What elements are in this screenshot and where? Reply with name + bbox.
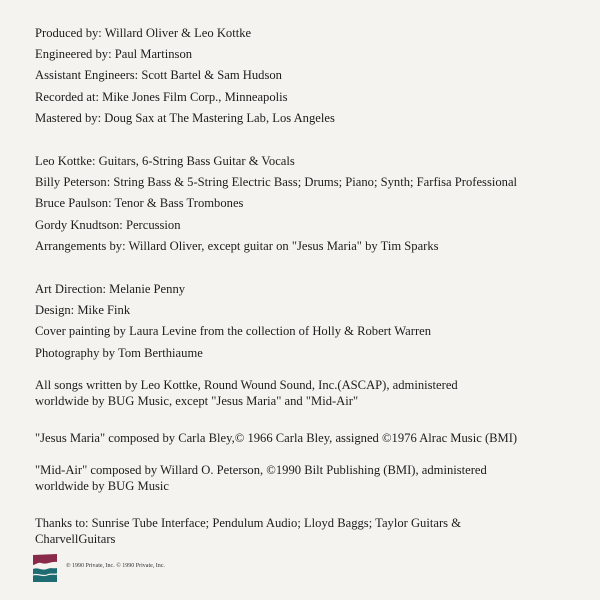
thanks-line-2: CharvellGuitars [35,532,116,546]
publishing-mid-air-line-1: "Mid-Air" composed by Willard O. Peterson, ©1990 Bilt Publishing (BMI), administered [35,463,487,477]
musician-billy-peterson: Billy Peterson: String Bass & 5-String Electric Bass; Drums; Piano; Synth; Farfisa Professional [35,175,518,189]
musician-bruce-paulson: Bruce Paulson: Tenor & Bass Trombones [35,196,244,210]
credit-cover-painting: Cover painting by Laura Levine from the collection of Holly & Robert Warren [35,324,432,338]
musician-leo-kottke: Leo Kottke: Guitars, 6-String Bass Guitar & Vocals [35,154,295,168]
credit-design: Design: Mike Fink [35,303,131,317]
publishing-line-2: worldwide by BUG Music, except "Jesus Maria" and "Mid-Air" [35,394,359,408]
copyright-notice: ℗ 1990 Private, Inc. © 1990 Private, Inc. [66,563,165,569]
publishing-line-1: All songs written by Leo Kottke, Round Wound Sound, Inc.(ASCAP), administered [35,378,458,392]
credit-art-direction: Art Direction: Melanie Penny [35,282,186,296]
musician-gordy-knudtson: Gordy Knudtson: Percussion [35,218,181,232]
credit-produced: Produced by: Willard Oliver & Leo Kottke [35,26,252,40]
thanks-line-1: Thanks to: Sunrise Tube Interface; Pendulum Audio; Lloyd Baggs; Taylor Guitars & [35,516,461,530]
publishing-jesus-maria: "Jesus Maria" composed by Carla Bley,© 1966 Carla Bley, assigned ©1976 Alrac Music (BMI) [35,431,518,445]
credit-assistant-engineers: Assistant Engineers: Scott Bartel & Sam Hudson [35,68,282,82]
credit-engineered: Engineered by: Paul Martinson [35,47,193,61]
private-music-logo-icon [32,553,58,583]
credit-mastered: Mastered by: Doug Sax at The Mastering Lab, Los Angeles [35,111,335,125]
publishing-mid-air-line-2: worldwide by BUG Music [35,479,169,493]
credit-arrangements: Arrangements by: Willard Oliver, except guitar on "Jesus Maria" by Tim Sparks [35,239,439,253]
credit-recorded: Recorded at: Mike Jones Film Corp., Minneapolis [35,90,288,104]
credit-photography: Photography by Tom Berthiaume [35,346,203,360]
